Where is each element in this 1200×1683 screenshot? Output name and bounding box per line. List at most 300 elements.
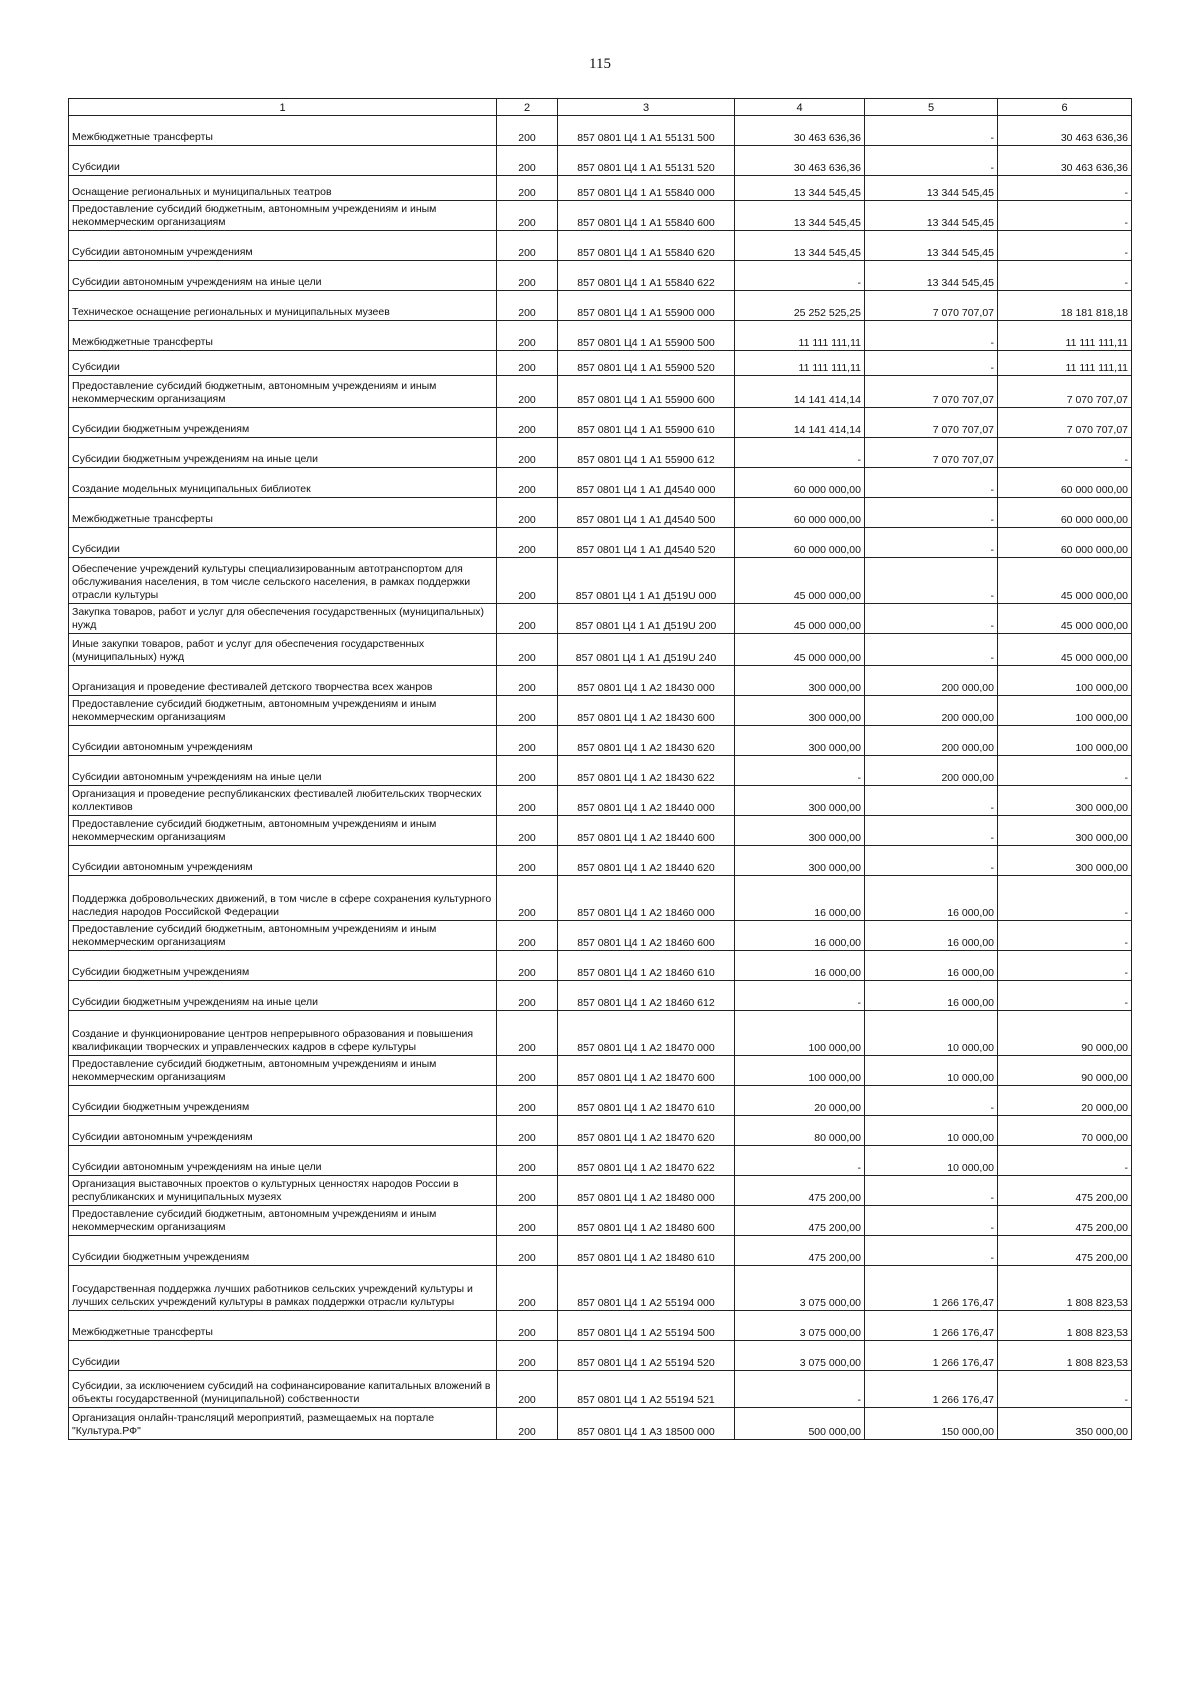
- row-value-6: -: [998, 261, 1132, 291]
- row-value-4: 60 000 000,00: [735, 528, 865, 558]
- row-code: 857 0801 Ц4 1 А2 18480 610: [558, 1236, 735, 1266]
- row-section: 200: [497, 438, 558, 468]
- row-value-6: 300 000,00: [998, 846, 1132, 876]
- row-value-5: 13 344 545,45: [865, 231, 998, 261]
- row-code: 857 0801 Ц4 1 А1 Д519U 000: [558, 558, 735, 604]
- row-value-6: 18 181 818,18: [998, 291, 1132, 321]
- row-value-5: -: [865, 786, 998, 816]
- row-value-6: 45 000 000,00: [998, 634, 1132, 666]
- row-name: Организация выставочных проектов о культурных ценностях народов России в республиканских и муниципальных музеях: [69, 1176, 497, 1206]
- row-value-5: -: [865, 1206, 998, 1236]
- row-value-4: 300 000,00: [735, 666, 865, 696]
- row-value-6: 11 111 111,11: [998, 351, 1132, 376]
- row-name: Организация и проведение фестивалей детского творчества всех жанров: [69, 666, 497, 696]
- row-value-4: 300 000,00: [735, 816, 865, 846]
- table-row: [69, 321, 1132, 351]
- row-name: Предоставление субсидий бюджетным, автономным учреждениям и иным некоммерческим организациям: [69, 1056, 497, 1086]
- row-value-6: 350 000,00: [998, 1408, 1132, 1440]
- row-section: 200: [497, 876, 558, 921]
- page-number: 115: [589, 56, 611, 72]
- row-section: 200: [497, 1206, 558, 1236]
- row-section: 200: [497, 951, 558, 981]
- table-row: [69, 1236, 1132, 1266]
- row-section: 200: [497, 604, 558, 634]
- row-code: 857 0801 Ц4 1 А2 18470 000: [558, 1011, 735, 1056]
- row-value-4: 13 344 545,45: [735, 231, 865, 261]
- table-row: [69, 1371, 1132, 1408]
- row-code: 857 0801 Ц4 1 А1 55131 500: [558, 116, 735, 146]
- row-name: Межбюджетные трансферты: [69, 498, 497, 528]
- row-value-5: 13 344 545,45: [865, 201, 998, 231]
- row-value-5: 7 070 707,07: [865, 291, 998, 321]
- row-code: 857 0801 Ц4 1 А1 55840 000: [558, 176, 735, 201]
- row-code: 857 0801 Ц4 1 А2 18460 612: [558, 981, 735, 1011]
- row-value-4: 16 000,00: [735, 951, 865, 981]
- row-value-4: 14 141 414,14: [735, 376, 865, 408]
- row-code: 857 0801 Ц4 1 А2 18470 610: [558, 1086, 735, 1116]
- row-section: 200: [497, 146, 558, 176]
- column-header: 2: [497, 99, 558, 116]
- row-name: Предоставление субсидий бюджетным, автономным учреждениям и иным некоммерческим организациям: [69, 696, 497, 726]
- table-row: [69, 528, 1132, 558]
- column-header: 6: [998, 99, 1132, 116]
- row-code: 857 0801 Ц4 1 А2 18430 622: [558, 756, 735, 786]
- row-name: Межбюджетные трансферты: [69, 321, 497, 351]
- table-row: [69, 408, 1132, 438]
- row-value-5: -: [865, 1176, 998, 1206]
- table-row: [69, 604, 1132, 634]
- row-section: 200: [497, 498, 558, 528]
- row-value-5: -: [865, 604, 998, 634]
- row-value-5: -: [865, 498, 998, 528]
- row-value-5: -: [865, 321, 998, 351]
- row-value-5: 16 000,00: [865, 981, 998, 1011]
- row-value-5: 13 344 545,45: [865, 261, 998, 291]
- row-value-4: 500 000,00: [735, 1408, 865, 1440]
- row-name: Предоставление субсидий бюджетным, автономным учреждениям и иным некоммерческим организациям: [69, 376, 497, 408]
- row-value-4: -: [735, 261, 865, 291]
- row-value-6: 475 200,00: [998, 1236, 1132, 1266]
- row-value-4: 300 000,00: [735, 846, 865, 876]
- table-row: [69, 846, 1132, 876]
- row-section: 200: [497, 921, 558, 951]
- row-value-5: -: [865, 528, 998, 558]
- row-value-4: 30 463 636,36: [735, 116, 865, 146]
- row-value-5: 7 070 707,07: [865, 438, 998, 468]
- table-row: [69, 951, 1132, 981]
- row-section: 200: [497, 696, 558, 726]
- row-value-6: -: [998, 756, 1132, 786]
- row-code: 857 0801 Ц4 1 А1 55840 620: [558, 231, 735, 261]
- row-value-4: 11 111 111,11: [735, 351, 865, 376]
- row-name: Субсидии автономным учреждениям: [69, 1116, 497, 1146]
- row-value-6: -: [998, 201, 1132, 231]
- row-value-4: 3 075 000,00: [735, 1341, 865, 1371]
- row-value-5: 200 000,00: [865, 726, 998, 756]
- row-name: Предоставление субсидий бюджетным, автономным учреждениям и иным некоммерческим организациям: [69, 1206, 497, 1236]
- row-value-4: 13 344 545,45: [735, 201, 865, 231]
- row-value-5: 200 000,00: [865, 756, 998, 786]
- row-value-5: -: [865, 351, 998, 376]
- row-code: 857 0801 Ц4 1 А2 55194 500: [558, 1311, 735, 1341]
- table-row: [69, 634, 1132, 666]
- row-value-6: -: [998, 438, 1132, 468]
- table-row: [69, 291, 1132, 321]
- row-section: 200: [497, 1311, 558, 1341]
- row-section: 200: [497, 1116, 558, 1146]
- row-code: 857 0801 Ц4 1 А1 Д519U 240: [558, 634, 735, 666]
- row-value-4: -: [735, 1371, 865, 1408]
- table-row: [69, 1408, 1132, 1440]
- row-name: Обеспечение учреждений культуры специализированным автотранспортом для обслуживания населения, в том числе сельского населения, в рамках поддержки отрасли культуры: [69, 558, 497, 604]
- table-row: [69, 1206, 1132, 1236]
- row-section: 200: [497, 201, 558, 231]
- row-code: 857 0801 Ц4 1 А2 18470 620: [558, 1116, 735, 1146]
- row-code: 857 0801 Ц4 1 А1 Д519U 200: [558, 604, 735, 634]
- row-value-5: 13 344 545,45: [865, 176, 998, 201]
- row-name: Субсидии автономным учреждениям на иные цели: [69, 1146, 497, 1176]
- row-code: 857 0801 Ц4 1 А1 55900 612: [558, 438, 735, 468]
- row-value-5: 7 070 707,07: [865, 408, 998, 438]
- row-name: Организация и проведение республиканских фестивалей любительских творческих коллективов: [69, 786, 497, 816]
- table-body: [69, 116, 1132, 1440]
- row-value-5: 16 000,00: [865, 951, 998, 981]
- table-row: [69, 1341, 1132, 1371]
- row-code: 857 0801 Ц4 1 А2 18480 600: [558, 1206, 735, 1236]
- row-code: 857 0801 Ц4 1 А1 55900 520: [558, 351, 735, 376]
- row-value-5: -: [865, 146, 998, 176]
- row-value-6: 475 200,00: [998, 1176, 1132, 1206]
- row-value-4: -: [735, 981, 865, 1011]
- table-row: [69, 876, 1132, 921]
- row-value-6: -: [998, 1371, 1132, 1408]
- row-value-4: 11 111 111,11: [735, 321, 865, 351]
- row-section: 200: [497, 1236, 558, 1266]
- row-section: 200: [497, 666, 558, 696]
- row-section: 200: [497, 408, 558, 438]
- row-value-6: 60 000 000,00: [998, 468, 1132, 498]
- row-section: 200: [497, 351, 558, 376]
- table-row: [69, 468, 1132, 498]
- row-value-4: 45 000 000,00: [735, 634, 865, 666]
- row-value-4: 60 000 000,00: [735, 468, 865, 498]
- row-value-6: 11 111 111,11: [998, 321, 1132, 351]
- table-row: [69, 376, 1132, 408]
- row-value-4: 16 000,00: [735, 876, 865, 921]
- row-value-6: 45 000 000,00: [998, 558, 1132, 604]
- row-section: 200: [497, 321, 558, 351]
- column-header: 5: [865, 99, 998, 116]
- row-value-6: 60 000 000,00: [998, 528, 1132, 558]
- row-value-5: 16 000,00: [865, 921, 998, 951]
- row-section: 200: [497, 726, 558, 756]
- row-name: Субсидии: [69, 1341, 497, 1371]
- table-row: [69, 438, 1132, 468]
- row-section: 200: [497, 291, 558, 321]
- row-name: Межбюджетные трансферты: [69, 1311, 497, 1341]
- row-code: 857 0801 Ц4 1 А2 18480 000: [558, 1176, 735, 1206]
- row-value-5: -: [865, 558, 998, 604]
- row-value-4: 3 075 000,00: [735, 1311, 865, 1341]
- row-value-5: 10 000,00: [865, 1116, 998, 1146]
- row-value-6: -: [998, 981, 1132, 1011]
- row-name: Создание модельных муниципальных библиотек: [69, 468, 497, 498]
- row-name: Субсидии автономным учреждениям: [69, 726, 497, 756]
- table-row: [69, 666, 1132, 696]
- table-row: [69, 558, 1132, 604]
- row-name: Оснащение региональных и муниципальных театров: [69, 176, 497, 201]
- row-name: Предоставление субсидий бюджетным, автономным учреждениям и иным некоммерческим организациям: [69, 816, 497, 846]
- row-code: 857 0801 Ц4 1 А2 18460 610: [558, 951, 735, 981]
- table-row: [69, 351, 1132, 376]
- table-row: [69, 816, 1132, 846]
- row-value-5: 10 000,00: [865, 1056, 998, 1086]
- row-section: 200: [497, 1371, 558, 1408]
- row-name: Иные закупки товаров, работ и услуг для обеспечения государственных (муниципальных) нужд: [69, 634, 497, 666]
- row-code: 857 0801 Ц4 1 А2 18430 000: [558, 666, 735, 696]
- row-value-5: -: [865, 846, 998, 876]
- row-value-6: 90 000,00: [998, 1056, 1132, 1086]
- row-code: 857 0801 Ц4 1 А1 Д4540 000: [558, 468, 735, 498]
- table-row: [69, 1176, 1132, 1206]
- row-code: 857 0801 Ц4 1 А1 Д4540 500: [558, 498, 735, 528]
- row-value-6: 7 070 707,07: [998, 376, 1132, 408]
- row-code: 857 0801 Ц4 1 А2 18440 620: [558, 846, 735, 876]
- row-name: Создание и функционирование центров непрерывного образования и повышения квалификации творческих и управленческих кадров в сфере культуры: [69, 1011, 497, 1056]
- row-section: 200: [497, 1408, 558, 1440]
- row-value-5: 200 000,00: [865, 696, 998, 726]
- table-row: [69, 201, 1132, 231]
- row-value-4: -: [735, 1146, 865, 1176]
- row-section: 200: [497, 558, 558, 604]
- row-section: 200: [497, 376, 558, 408]
- row-value-4: 3 075 000,00: [735, 1266, 865, 1311]
- table-row: [69, 921, 1132, 951]
- row-section: 200: [497, 528, 558, 558]
- column-header: 1: [69, 99, 497, 116]
- row-value-6: 70 000,00: [998, 1116, 1132, 1146]
- row-value-5: 1 266 176,47: [865, 1341, 998, 1371]
- row-code: 857 0801 Ц4 1 А2 18470 622: [558, 1146, 735, 1176]
- row-value-4: 14 141 414,14: [735, 408, 865, 438]
- row-name: Субсидии: [69, 528, 497, 558]
- row-value-4: 20 000,00: [735, 1086, 865, 1116]
- row-value-6: 300 000,00: [998, 786, 1132, 816]
- row-value-5: -: [865, 1236, 998, 1266]
- row-value-4: -: [735, 438, 865, 468]
- row-value-5: 10 000,00: [865, 1011, 998, 1056]
- row-section: 200: [497, 468, 558, 498]
- row-name: Субсидии автономным учреждениям: [69, 231, 497, 261]
- row-value-6: 20 000,00: [998, 1086, 1132, 1116]
- row-code: 857 0801 Ц4 1 А1 55900 000: [558, 291, 735, 321]
- row-code: 857 0801 Ц4 1 А2 18430 620: [558, 726, 735, 756]
- table-row: [69, 1011, 1132, 1056]
- row-name: Субсидии автономным учреждениям: [69, 846, 497, 876]
- column-number-row: [69, 99, 1132, 116]
- column-header: 4: [735, 99, 865, 116]
- table-row: [69, 1311, 1132, 1341]
- row-name: Организация онлайн-трансляций мероприятий, размещаемых на портале "Культура.РФ": [69, 1408, 497, 1440]
- table-row: [69, 231, 1132, 261]
- row-value-4: 300 000,00: [735, 696, 865, 726]
- row-value-4: 60 000 000,00: [735, 498, 865, 528]
- row-value-5: 150 000,00: [865, 1408, 998, 1440]
- row-value-6: 30 463 636,36: [998, 146, 1132, 176]
- row-value-6: -: [998, 176, 1132, 201]
- row-name: Субсидии бюджетным учреждениям на иные цели: [69, 981, 497, 1011]
- row-code: 857 0801 Ц4 1 А2 18470 600: [558, 1056, 735, 1086]
- row-code: 857 0801 Ц4 1 А1 55900 610: [558, 408, 735, 438]
- row-value-4: 80 000,00: [735, 1116, 865, 1146]
- row-name: Субсидии бюджетным учреждениям: [69, 951, 497, 981]
- table-row: [69, 176, 1132, 201]
- row-value-5: -: [865, 116, 998, 146]
- row-section: 200: [497, 231, 558, 261]
- row-code: 857 0801 Ц4 1 А2 18460 600: [558, 921, 735, 951]
- row-section: 200: [497, 756, 558, 786]
- table-row: [69, 146, 1132, 176]
- row-value-4: 13 344 545,45: [735, 176, 865, 201]
- row-name: Субсидии бюджетным учреждениям: [69, 408, 497, 438]
- row-value-4: 100 000,00: [735, 1011, 865, 1056]
- row-value-5: 200 000,00: [865, 666, 998, 696]
- row-section: 200: [497, 634, 558, 666]
- table-row: [69, 1086, 1132, 1116]
- row-code: 857 0801 Ц4 1 А2 18440 000: [558, 786, 735, 816]
- row-section: 200: [497, 176, 558, 201]
- table-row: [69, 756, 1132, 786]
- row-name: Поддержка добровольческих движений, в том числе в сфере сохранения культурного наследия народов Российской Федерации: [69, 876, 497, 921]
- row-name: Субсидии автономным учреждениям на иные цели: [69, 261, 497, 291]
- row-name: Предоставление субсидий бюджетным, автономным учреждениям и иным некоммерческим организациям: [69, 921, 497, 951]
- row-value-6: -: [998, 951, 1132, 981]
- row-value-5: -: [865, 634, 998, 666]
- row-value-5: 7 070 707,07: [865, 376, 998, 408]
- row-value-6: 100 000,00: [998, 666, 1132, 696]
- row-section: 200: [497, 261, 558, 291]
- row-section: 200: [497, 116, 558, 146]
- row-value-4: 16 000,00: [735, 921, 865, 951]
- row-section: 200: [497, 981, 558, 1011]
- row-section: 200: [497, 1146, 558, 1176]
- row-code: 857 0801 Ц4 1 А2 18460 000: [558, 876, 735, 921]
- row-value-6: 100 000,00: [998, 726, 1132, 756]
- row-value-4: 45 000 000,00: [735, 558, 865, 604]
- row-name: Субсидии, за исключением субсидий на софинансирование капитальных вложений в объекты государственной (муниципальной) собственности: [69, 1371, 497, 1408]
- table-row: [69, 786, 1132, 816]
- row-code: 857 0801 Ц4 1 А1 55840 600: [558, 201, 735, 231]
- row-code: 857 0801 Ц4 1 А2 55194 000: [558, 1266, 735, 1311]
- row-value-6: 60 000 000,00: [998, 498, 1132, 528]
- row-value-5: -: [865, 468, 998, 498]
- row-code: 857 0801 Ц4 1 А1 Д4540 520: [558, 528, 735, 558]
- row-value-4: 100 000,00: [735, 1056, 865, 1086]
- row-value-5: 16 000,00: [865, 876, 998, 921]
- row-code: 857 0801 Ц4 1 А1 55900 600: [558, 376, 735, 408]
- row-value-5: 1 266 176,47: [865, 1311, 998, 1341]
- row-value-5: -: [865, 1086, 998, 1116]
- row-section: 200: [497, 1266, 558, 1311]
- row-value-4: 45 000 000,00: [735, 604, 865, 634]
- row-name: Субсидии: [69, 146, 497, 176]
- table-header: [69, 99, 1132, 116]
- row-value-6: 45 000 000,00: [998, 604, 1132, 634]
- row-value-4: 300 000,00: [735, 786, 865, 816]
- row-name: Субсидии бюджетным учреждениям: [69, 1236, 497, 1266]
- row-section: 200: [497, 846, 558, 876]
- row-name: Субсидии бюджетным учреждениям: [69, 1086, 497, 1116]
- row-value-6: 300 000,00: [998, 816, 1132, 846]
- row-value-5: -: [865, 816, 998, 846]
- table-row: [69, 1266, 1132, 1311]
- row-section: 200: [497, 1011, 558, 1056]
- row-value-6: -: [998, 231, 1132, 261]
- table-row: [69, 1146, 1132, 1176]
- row-value-6: 1 808 823,53: [998, 1266, 1132, 1311]
- row-value-6: 90 000,00: [998, 1011, 1132, 1056]
- row-value-6: 100 000,00: [998, 696, 1132, 726]
- row-value-6: -: [998, 1146, 1132, 1176]
- row-section: 200: [497, 816, 558, 846]
- row-code: 857 0801 Ц4 1 А1 55900 500: [558, 321, 735, 351]
- row-value-6: -: [998, 921, 1132, 951]
- row-value-6: 1 808 823,53: [998, 1341, 1132, 1371]
- table-row: [69, 116, 1132, 146]
- row-name: Закупка товаров, работ и услуг для обеспечения государственных (муниципальных) нужд: [69, 604, 497, 634]
- table-row: [69, 696, 1132, 726]
- row-value-6: 7 070 707,07: [998, 408, 1132, 438]
- row-code: 857 0801 Ц4 1 А2 55194 520: [558, 1341, 735, 1371]
- column-header: 3: [558, 99, 735, 116]
- row-value-4: 25 252 525,25: [735, 291, 865, 321]
- row-value-6: 30 463 636,36: [998, 116, 1132, 146]
- row-name: Техническое оснащение региональных и муниципальных музеев: [69, 291, 497, 321]
- row-code: 857 0801 Ц4 1 А2 55194 521: [558, 1371, 735, 1408]
- row-name: Межбюджетные трансферты: [69, 116, 497, 146]
- row-value-4: 475 200,00: [735, 1236, 865, 1266]
- row-name: Субсидии бюджетным учреждениям на иные цели: [69, 438, 497, 468]
- row-section: 200: [497, 1056, 558, 1086]
- row-value-4: 475 200,00: [735, 1206, 865, 1236]
- row-section: 200: [497, 1341, 558, 1371]
- table-row: [69, 1056, 1132, 1086]
- row-name: Субсидии: [69, 351, 497, 376]
- row-code: 857 0801 Ц4 1 А1 55131 520: [558, 146, 735, 176]
- row-value-6: 1 808 823,53: [998, 1311, 1132, 1341]
- row-code: 857 0801 Ц4 1 А2 18430 600: [558, 696, 735, 726]
- row-value-5: 10 000,00: [865, 1146, 998, 1176]
- row-value-5: 1 266 176,47: [865, 1371, 998, 1408]
- budget-table: [68, 98, 1132, 1440]
- row-section: 200: [497, 1176, 558, 1206]
- row-value-4: -: [735, 756, 865, 786]
- table-row: [69, 981, 1132, 1011]
- row-code: 857 0801 Ц4 1 А3 18500 000: [558, 1408, 735, 1440]
- row-code: 857 0801 Ц4 1 А2 18440 600: [558, 816, 735, 846]
- row-section: 200: [497, 1086, 558, 1116]
- row-section: 200: [497, 786, 558, 816]
- row-value-4: 475 200,00: [735, 1176, 865, 1206]
- row-value-6: -: [998, 876, 1132, 921]
- table-row: [69, 1116, 1132, 1146]
- row-value-5: 1 266 176,47: [865, 1266, 998, 1311]
- table-row: [69, 261, 1132, 291]
- table-row: [69, 498, 1132, 528]
- table-row: [69, 726, 1132, 756]
- row-value-4: 30 463 636,36: [735, 146, 865, 176]
- row-value-4: 300 000,00: [735, 726, 865, 756]
